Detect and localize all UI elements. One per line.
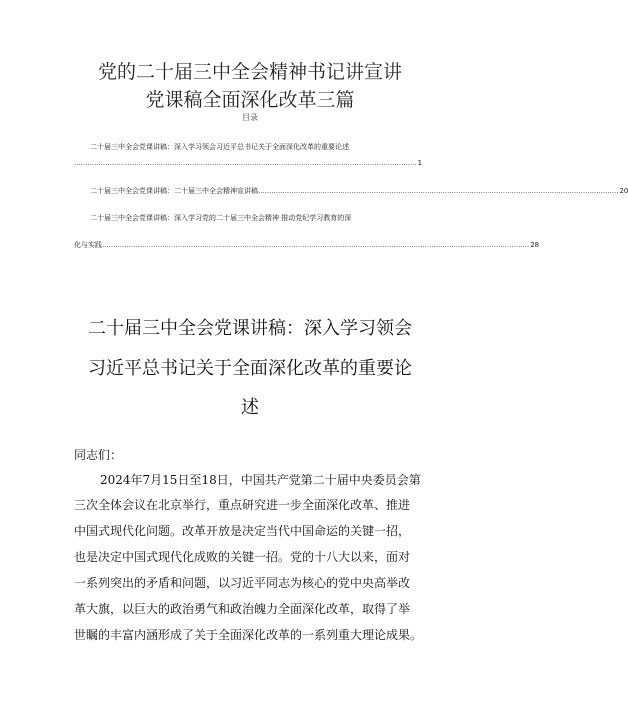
paragraph-line: 中国式现代化问题。改革开放是决定当代中国命运的关键一招，: [74, 524, 411, 538]
toc-entry-2[interactable]: [90, 186, 628, 196]
toc-entry-3-label-line-2: 化与实践: [74, 241, 102, 249]
paragraph-line: 三次全体会议在北京举行，重点研究进一步全面深化改革、推进: [74, 498, 411, 512]
toc-entry-3-leader-row: [74, 240, 540, 250]
toc-leader: ..................................................................................................................................................................: [258, 187, 619, 195]
document-title-line-2: 党课稿全面深化改革三篇: [145, 89, 355, 111]
article-title-line-3: 述: [241, 397, 259, 418]
salutation: 同志们：: [74, 448, 123, 462]
paragraph-line: 世瞩的丰富内涵形成了关于全面深化改革的一系列重大理论成果。: [74, 628, 423, 642]
paragraph-line: 一系列突出的矛盾和问题，以习近平同志为核心的党中央高举改: [74, 576, 411, 590]
paragraph-line: 革大旗，以巨大的政治勇气和政治魄力全面深化改革，取得了举: [74, 602, 411, 616]
paragraph-line: 2024年7月15日至18日，中国共产党第二十届中央委员会第: [100, 473, 421, 487]
toc-heading: 目录: [242, 113, 258, 122]
article-title-line-2: 习近平总书记关于全面深化改革的重要论: [88, 358, 412, 379]
toc-leader: ..........................................................................................................................................................: [74, 159, 417, 167]
toc-entry-1-leader-row: [74, 159, 423, 167]
toc-entry-2-label: 二十届三中全会党课讲稿：二十届三中全会精神宣讲稿: [90, 187, 258, 195]
toc-leader: ................................................................................................................................................................................................: [102, 241, 530, 249]
toc-entry-3-page: 28: [530, 241, 540, 249]
toc-entry-1-page: 1: [417, 159, 423, 167]
paragraph-line: 也是决定中国式现代化成败的关键一招。党的十八大以来，面对: [74, 550, 411, 564]
toc-entry-3-label-line-1[interactable]: 二十届三中全会党课讲稿：深入学习党的二十届三中全会精神 推动党纪学习教育的深: [90, 214, 352, 222]
article-title-line-1: 二十届三中全会党课讲稿：深入学习领会: [88, 318, 412, 339]
document-title-line-1: 党的二十届三中全会精神书记讲宣讲: [97, 61, 402, 83]
toc-entry-2-page: 20: [619, 187, 628, 195]
toc-entry-1-label[interactable]: 二十届三中全会党课讲稿：深入学习领会习近平总书记关于全面深化改革的重要论述: [90, 143, 349, 151]
